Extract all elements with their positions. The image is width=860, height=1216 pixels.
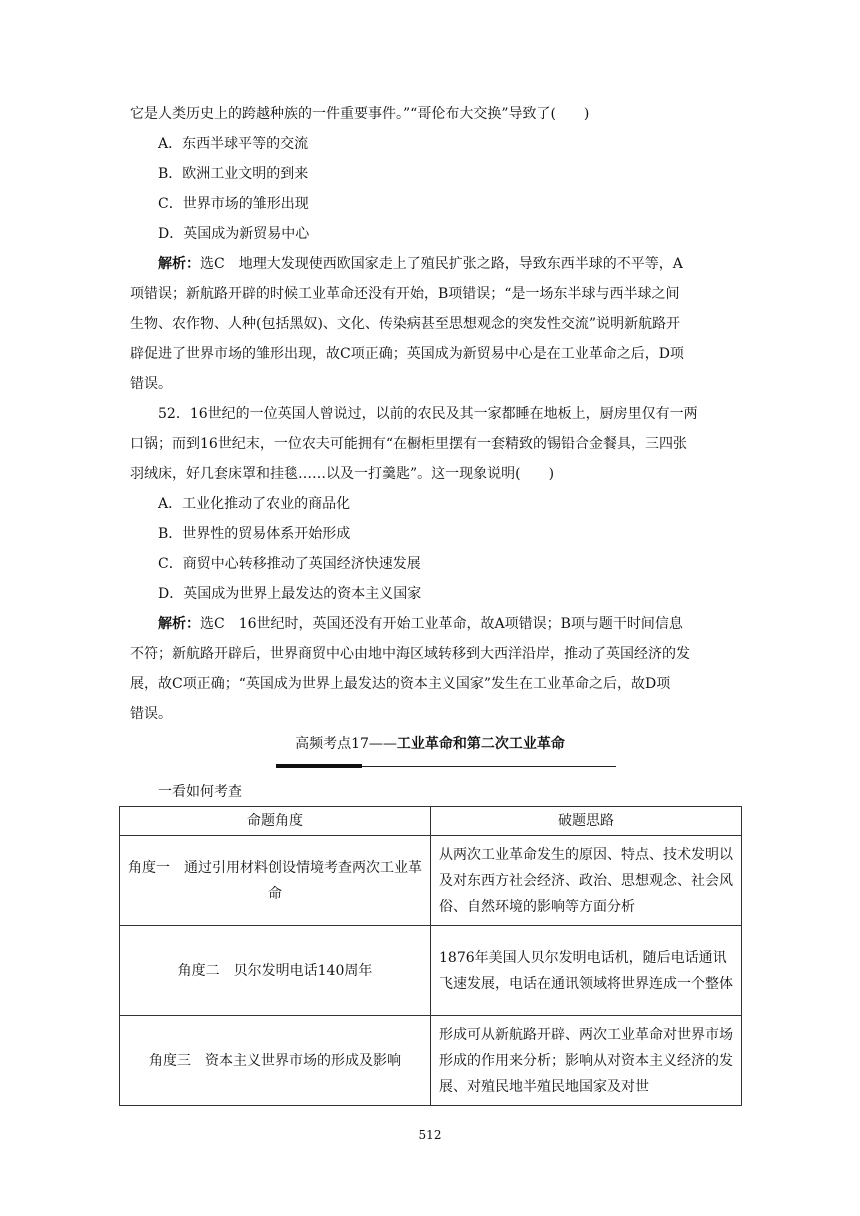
table-header-angle: 命题角度 [120,807,431,836]
q51-analysis-text: 选C 地理大发现使西欧国家走上了殖民扩张之路，导致东西半球的不平等，A [200,256,683,272]
question-51-stem-end: 它是人类历史上的跨越种族的一件重要事件。”“哥伦布大交换”导致了( ) [130,106,590,122]
q51-analysis-label: 解析： [158,256,200,272]
q51-analysis-line-1 [158,254,683,274]
table-cell-idea: 1876年美国人贝尔发明电话机，随后电话通讯飞速发展，电话在通讯领域将世界连成一个整体 [431,926,742,1016]
q52-option-b: B．世界性的贸易体系开始形成 [158,526,351,542]
table-cell-idea: 从两次工业革命发生的原因、特点、技术发明以及对东西方社会经济、政治、思想观念、社会风俗、自然环境的影响等方面分析 [431,836,742,926]
table-cell-angle: 角度二 贝尔发明电话140周年 [120,926,431,1016]
q51-option-d: D．英国成为新贸易中心 [158,226,310,242]
table-row [120,926,742,1016]
page-number: 512 [418,1128,442,1142]
q51-analysis-line-5: 错误。 [130,376,172,392]
q51-analysis-line-4: 辟促进了世界市场的雏形出现，故C项正确；英国成为新贸易中心是在工业革命之后，D项 [130,346,684,362]
section-title-prefix: 高频考点17—— [295,736,397,752]
section-divider-accent [276,764,362,768]
table-header-idea: 破题思路 [431,807,742,836]
q52-stem-line-1: 52．16世纪的一位英国人曾说过，以前的农民及其一家都睡在地板上，厨房里仅有一两 [158,406,698,422]
q52-option-d: D．英国成为世界上最发达的资本主义国家 [158,586,422,602]
exam-angle-table [119,806,742,1106]
q52-stem-line-2: 口锅；而到16世纪末，一位农夫可能拥有“在橱柜里摆有一套精致的锡铅合金餐具，三四张 [130,436,687,452]
table-row [120,836,742,926]
table-row [120,1016,742,1106]
q51-option-a: A．东西半球平等的交流 [158,136,309,152]
q52-option-a: A．工业化推动了农业的商品化 [158,496,351,512]
section-title [0,734,860,754]
q52-analysis-line-1 [158,614,683,634]
q51-option-b: B．欧洲工业文明的到来 [158,166,309,182]
q51-analysis-line-3: 生物、农作物、人种(包括黑奴)、文化、传染病甚至思想观念的突发性交流”说明新航路开 [130,316,681,332]
table-cell-angle: 角度三 资本主义世界市场的形成及影响 [120,1016,431,1106]
section-title-bold: 工业革命和第二次工业革命 [396,736,565,752]
q51-analysis-line-2: 项错误；新航路开辟的时候工业革命还没有开始，B项错误；“是一场东半球与西半球之间 [130,286,680,302]
q52-analysis-line-4: 错误。 [130,706,172,722]
table-cell-idea: 形成可从新航路开辟、两次工业革命对世界市场形成的作用来分析；影响从对资本主义经济的发展、对殖民地半殖民地国家及对世 [431,1016,742,1106]
q52-analysis-line-3: 展，故C项正确；“英国成为世界上最发达的资本主义国家”发生在工业革命之后，故D项 [130,676,671,692]
q52-option-c: C．商贸中心转移推动了英国经济快速发展 [158,556,421,572]
q51-option-c: C．世界市场的雏形出现 [158,196,309,212]
q52-stem-line-3: 羽绒床，好几套床罩和挂毯……以及一打羹匙”。这一现象说明( ) [130,466,555,482]
q52-analysis-label: 解析： [158,616,200,632]
table-header-row [120,807,742,836]
section-subtitle: 一看如何考查 [158,784,242,800]
q52-analysis-line-2: 不符；新航路开辟后，世界商贸中心由地中海区域转移到大西洋沿岸，推动了英国经济的发 [130,646,690,662]
q52-analysis-text: 选C 16世纪时，英国还没有开始工业革命，故A项错误；B项与题干时间信息 [200,616,683,632]
table-cell-angle: 角度一 通过引用材料创设情境考查两次工业革命 [120,836,431,926]
